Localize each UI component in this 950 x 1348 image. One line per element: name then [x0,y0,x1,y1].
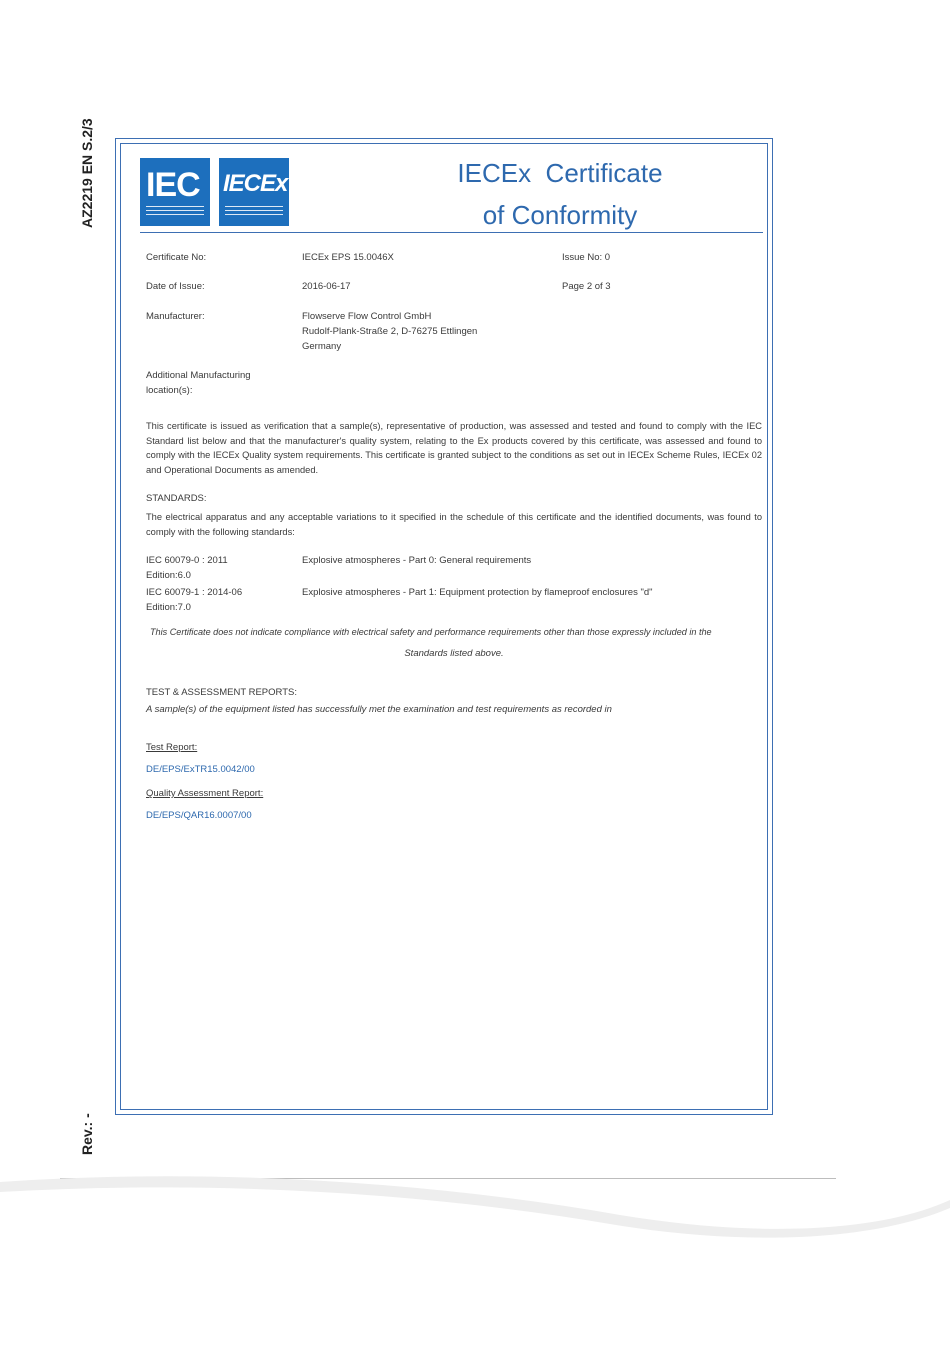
page-number: Page 2 of 3 [562,281,611,292]
standard-edition-1: Edition:6.0 [146,570,191,581]
standards-note-line-1: This Certificate does not indicate compliance with electrical safety and performance requirements other than those expressly included in the [150,627,712,637]
iec-logo [140,158,210,226]
certificate-title [420,152,700,236]
revision-label: Rev.: - [79,1113,95,1155]
test-report-label: Test Report: [146,742,198,753]
reports-intro: A sample(s) of the equipment listed has successfully met the examination and test requirements as recorded in [146,704,612,715]
additional-location-label-1: Additional Manufacturing [146,370,251,381]
date-value: 2016-06-17 [302,281,351,292]
standard-description-2: Explosive atmospheres - Part 1: Equipment protection by flameproof enclosures "d" [302,587,653,598]
iec-logo-text: IEC [146,166,200,204]
iecex-logo-lines [225,206,283,218]
title-line-2: of Conformity [482,200,638,230]
standard-code-1: IEC 60079-0 : 2011 [146,555,228,566]
standard-code-2: IEC 60079-1 : 2014-06 [146,587,243,598]
standards-heading: STANDARDS: [146,493,207,504]
additional-location-label-2: location(s): [146,385,193,396]
title-divider [140,232,763,233]
certificate-no-label: Certificate No: [146,252,207,263]
certificate-no-value: IECEx EPS 15.0046X [302,252,394,263]
page-curl-decoration [0,1160,950,1250]
test-report-value: DE/EPS/ExTR15.0042/00 [146,764,255,775]
qar-value: DE/EPS/QAR16.0007/00 [146,810,252,821]
manufacturer-country: Germany [302,341,342,352]
issue-no: Issue No: 0 [562,252,611,263]
standard-description-1: Explosive atmospheres - Part 0: General requirements [302,555,532,566]
reports-heading: TEST & ASSESSMENT REPORTS: [146,687,297,698]
date-label: Date of Issue: [146,281,205,292]
document-code [79,208,99,228]
iec-logo-lines [146,206,204,218]
iecex-logo-text: IECEx [223,170,288,197]
title-line-1: IECEx Certificate [457,158,663,188]
standard-edition-2: Edition:7.0 [146,602,191,613]
iecex-logo [219,158,289,226]
manufacturer-address: Rudolf-Plank-Straße 2, D-76275 Ettlingen [302,326,478,337]
manufacturer-name: Flowserve Flow Control GmbH [302,311,432,322]
standards-note-line-2: Standards listed above. [404,648,504,659]
standards-intro: The electrical apparatus and any acceptable variations to it specified in the schedule of this certificate and the identified documents, was found to comply with the following standards: [146,512,762,537]
manufacturer-label: Manufacturer: [146,311,205,322]
intro-paragraph: This certificate is issued as verification that a sample(s), representative of production, was assessed and tested and found to comply with the IEC Standard list below and that the manufacturer's quality system, relating to the Ex products covered by this certificate, was assessed and found to comply with the IECEx Quality system requirements. This certificate is granted subject to the conditions as set out in IECEx Scheme Rules, IECEx 02 and Operational Documents as amended. [146,421,762,475]
qar-label: Quality Assessment Report: [146,788,264,799]
